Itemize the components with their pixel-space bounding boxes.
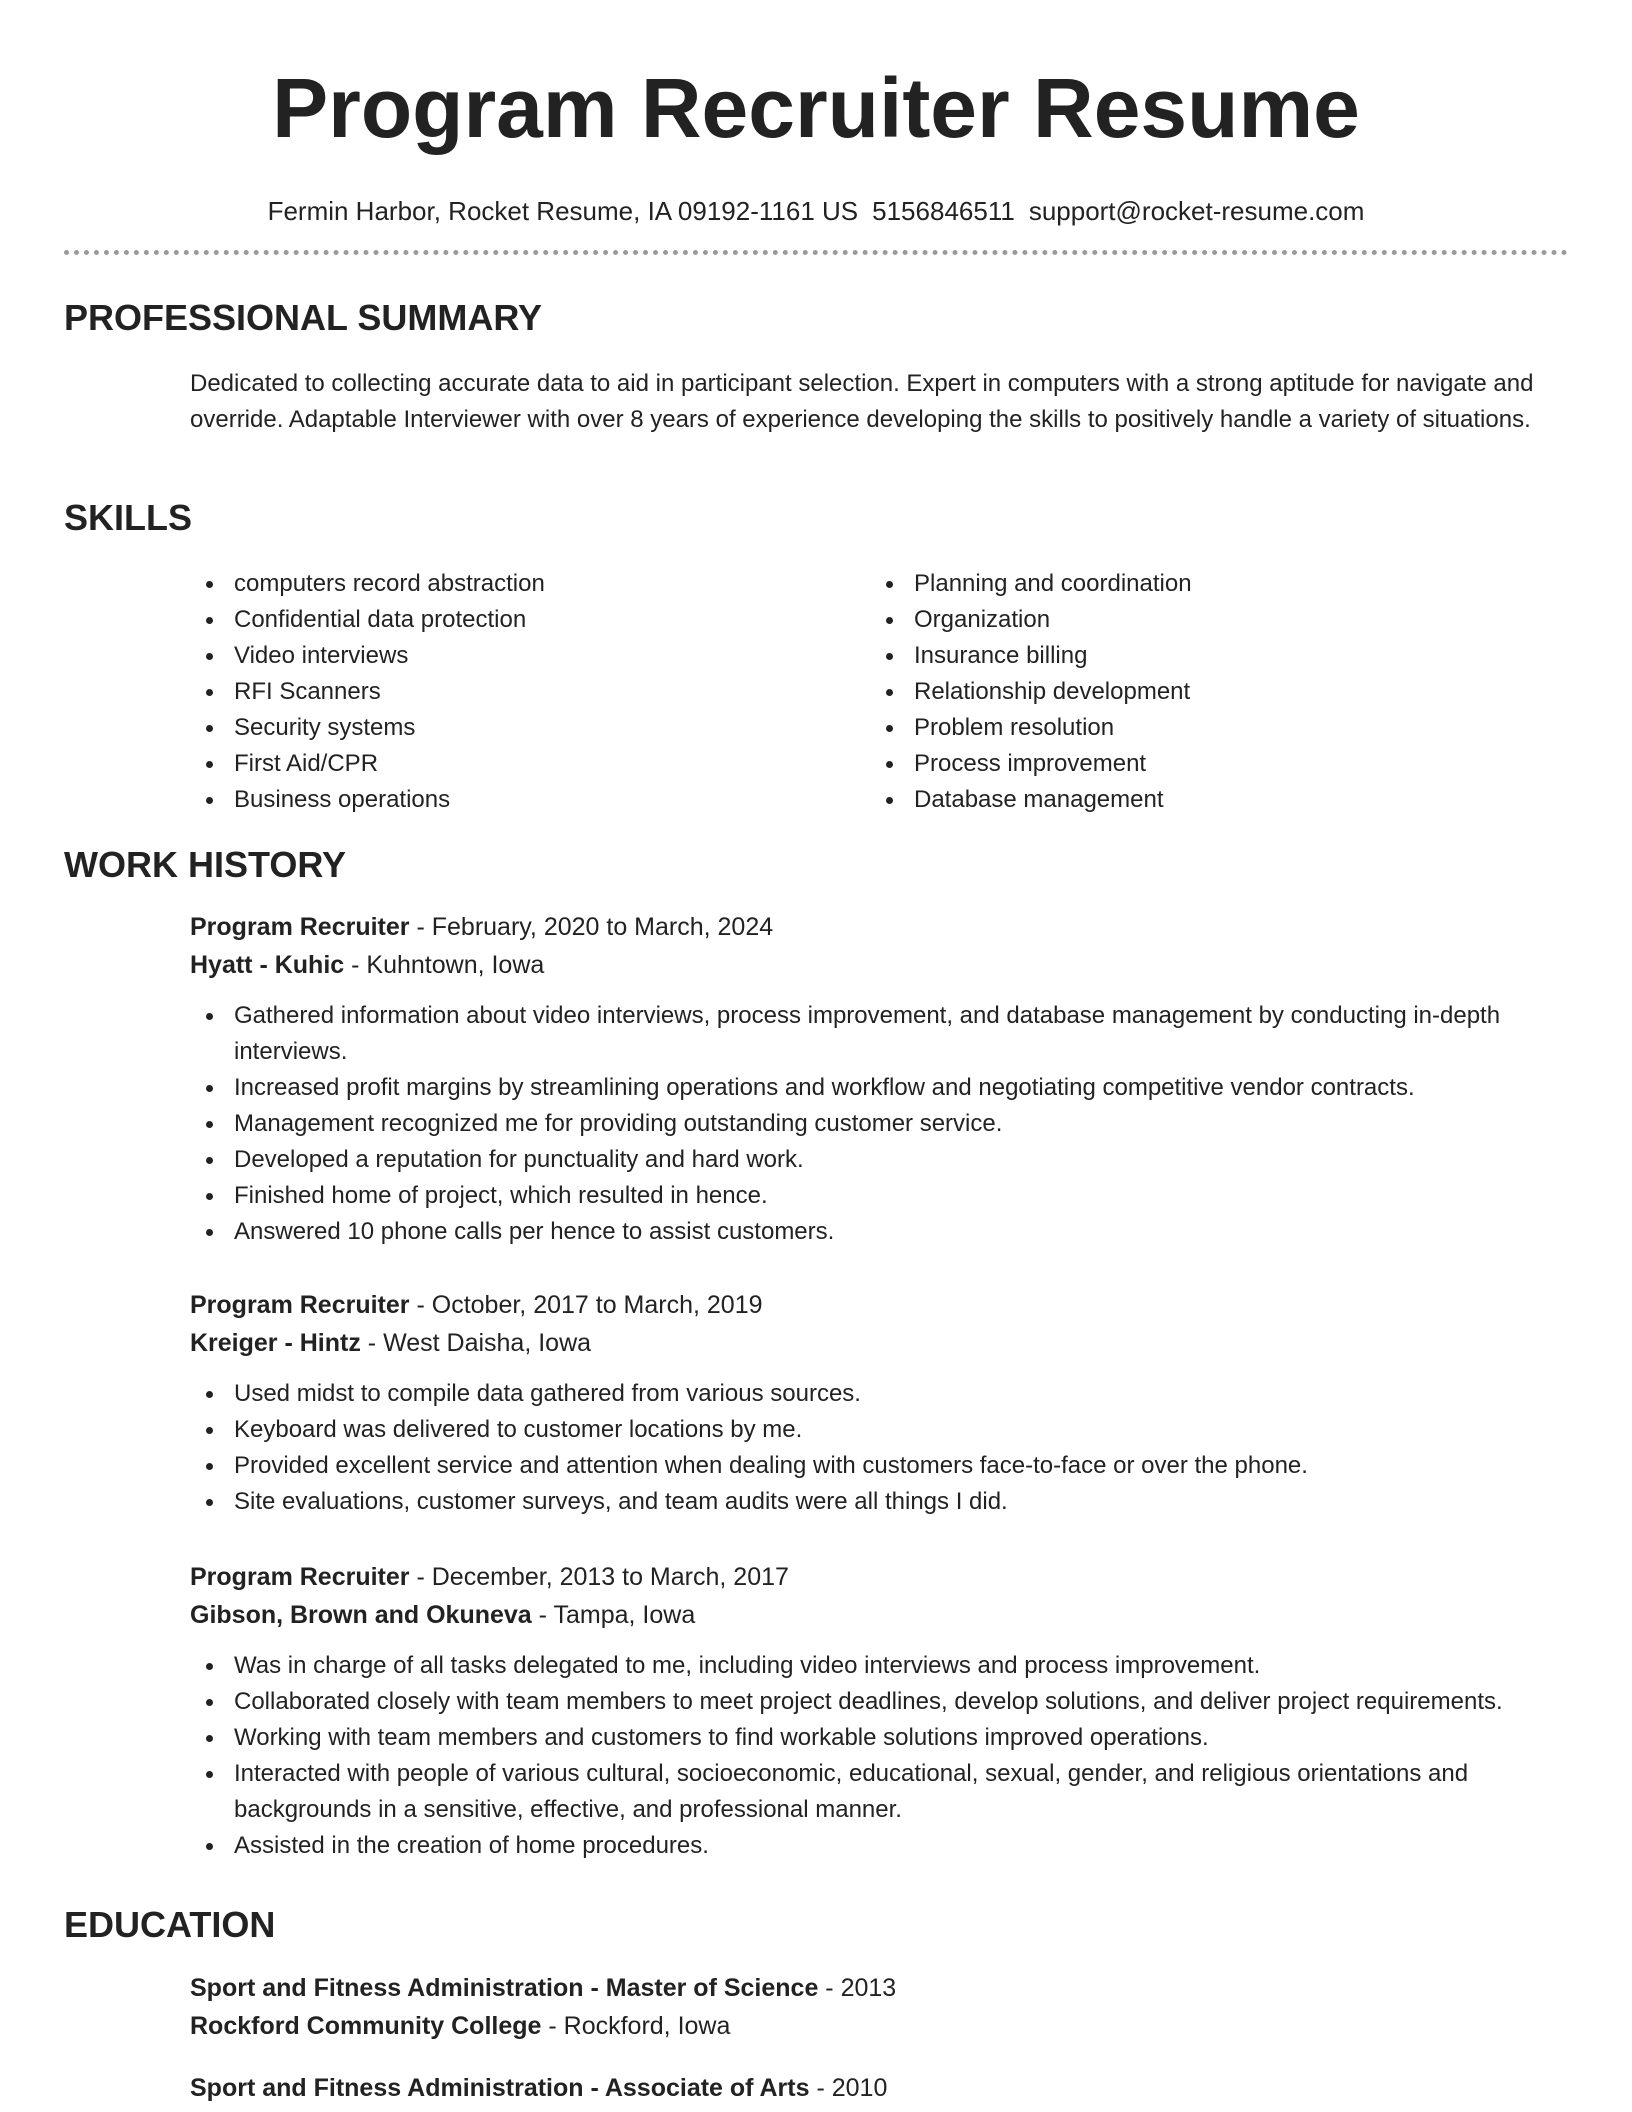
job-bullets — [190, 998, 1570, 1250]
job-bullet: Working with team members and customers to find workable solutions improved operations. — [190, 1720, 1570, 1756]
job-bullet: Collaborated closely with team members to meet project deadlines, develop solutions, and deliver project requirements. — [190, 1684, 1570, 1720]
skill-item: Process improvement — [870, 746, 1550, 782]
education-location: - Rockford, Iowa — [541, 2012, 731, 2040]
education-degree-line — [190, 2069, 1570, 2107]
job-bullet: Interacted with people of various cultural, socioeconomic, educational, sexual, gender, and religious orientations and backgrounds in a sensitive, effective, and professional manner. — [190, 1756, 1570, 1828]
skill-item: computers record abstraction — [190, 566, 870, 602]
skill-item: Business operations — [190, 782, 870, 818]
skill-item: RFI Scanners — [190, 674, 870, 710]
job-bullets — [190, 1376, 1570, 1520]
section-title-summary: PROFESSIONAL SUMMARY — [64, 297, 543, 338]
contact-email: support@rocket-resume.com — [1028, 196, 1365, 226]
education-year: - 2013 — [818, 1974, 897, 2002]
contact-line — [0, 196, 1632, 226]
skill-item: Insurance billing — [870, 638, 1550, 674]
job-bullet: Used midst to compile data gathered from various sources. — [190, 1376, 1570, 1412]
job-bullet: Increased profit margins by streamlining operations and workflow and negotiating competitive vendor contracts. — [190, 1070, 1570, 1106]
job-title-line — [190, 1558, 1570, 1596]
job-bullet: Was in charge of all tasks delegated to me, including video interviews and process improvement. — [190, 1648, 1570, 1684]
job-bullets — [190, 1648, 1570, 1864]
job-company-line — [190, 946, 1570, 984]
section-title-education: EDUCATION — [64, 1904, 276, 1945]
job-company-line — [190, 1324, 1570, 1362]
job-company: Hyatt - Kuhic — [190, 951, 345, 979]
job-bullet: Keyboard was delivered to customer locations by me. — [190, 1412, 1570, 1448]
header-divider — [64, 250, 1568, 255]
job-title: Program Recruiter — [190, 1291, 410, 1319]
contact-phone: 5156846511 — [872, 196, 1015, 226]
skill-item: First Aid/CPR — [190, 746, 870, 782]
job-entry — [190, 1558, 1570, 1864]
job-entry — [190, 1286, 1570, 1520]
job-bullet: Answered 10 phone calls per hence to assist customers. — [190, 1214, 1570, 1250]
summary-text: Dedicated to collecting accurate data to aid in participant selection. Expert in computers with a strong aptitude for navigate and override. Adaptable Interviewer with over 8 years of experience developing the skills to positively handle a variety of situations. — [190, 370, 1534, 433]
skill-item: Video interviews — [190, 638, 870, 674]
job-company-line — [190, 1596, 1570, 1634]
skill-item: Organization — [870, 602, 1550, 638]
job-location: - Kuhntown, Iowa — [344, 951, 545, 979]
job-company: Gibson, Brown and Okuneva — [190, 1601, 532, 1629]
job-bullet: Gathered information about video interviews, process improvement, and database management by conducting in-depth interviews. — [190, 998, 1570, 1070]
skills-list — [190, 566, 1570, 818]
skills-column-left — [190, 566, 870, 818]
skill-item: Security systems — [190, 710, 870, 746]
job-bullet: Assisted in the creation of home procedures. — [190, 1828, 1570, 1864]
education-year: - 2010 — [809, 2074, 888, 2102]
section-title-skills: SKILLS — [64, 497, 193, 538]
job-dates: - December, 2013 to March, 2017 — [409, 1563, 789, 1591]
section-title-work-history: WORK HISTORY — [64, 844, 347, 885]
job-location: - Tampa, Iowa — [531, 1601, 696, 1629]
education-school: Rockford Community College — [190, 2012, 542, 2040]
job-company: Kreiger - Hintz — [190, 1329, 361, 1357]
job-bullet: Developed a reputation for punctuality and hard work. — [190, 1142, 1570, 1178]
job-bullet: Management recognized me for providing outstanding customer service. — [190, 1106, 1570, 1142]
job-bullet: Provided excellent service and attention when dealing with customers face-to-face or over the phone. — [190, 1448, 1570, 1484]
skills-column-right — [870, 566, 1550, 818]
education-degree-line — [190, 1969, 1570, 2007]
job-title-line — [190, 908, 1570, 946]
education-school-line — [190, 2007, 1570, 2045]
skill-item: Relationship development — [870, 674, 1550, 710]
education-degree: Sport and Fitness Administration - Associate of Arts — [190, 2074, 810, 2102]
resume-title: Program Recruiter Resume — [272, 61, 1360, 155]
education-degree: Sport and Fitness Administration - Master of Science — [190, 1974, 819, 2002]
job-title: Program Recruiter — [190, 1563, 410, 1591]
skill-item: Confidential data protection — [190, 602, 870, 638]
job-entry — [190, 908, 1570, 1250]
education-entry — [190, 1969, 1570, 2045]
job-title: Program Recruiter — [190, 913, 410, 941]
job-dates: - February, 2020 to March, 2024 — [409, 913, 774, 941]
job-location: - West Daisha, Iowa — [360, 1329, 592, 1357]
education-entry — [190, 2069, 1570, 2107]
contact-address: Fermin Harbor, Rocket Resume, IA 09192-1161 US — [267, 196, 859, 226]
skill-item: Planning and coordination — [870, 566, 1550, 602]
job-bullet: Site evaluations, customer surveys, and team audits were all things I did. — [190, 1484, 1570, 1520]
job-dates: - October, 2017 to March, 2019 — [409, 1291, 763, 1319]
job-bullet: Finished home of project, which resulted in hence. — [190, 1178, 1570, 1214]
skill-item: Problem resolution — [870, 710, 1550, 746]
job-title-line — [190, 1286, 1570, 1324]
skill-item: Database management — [870, 782, 1550, 818]
